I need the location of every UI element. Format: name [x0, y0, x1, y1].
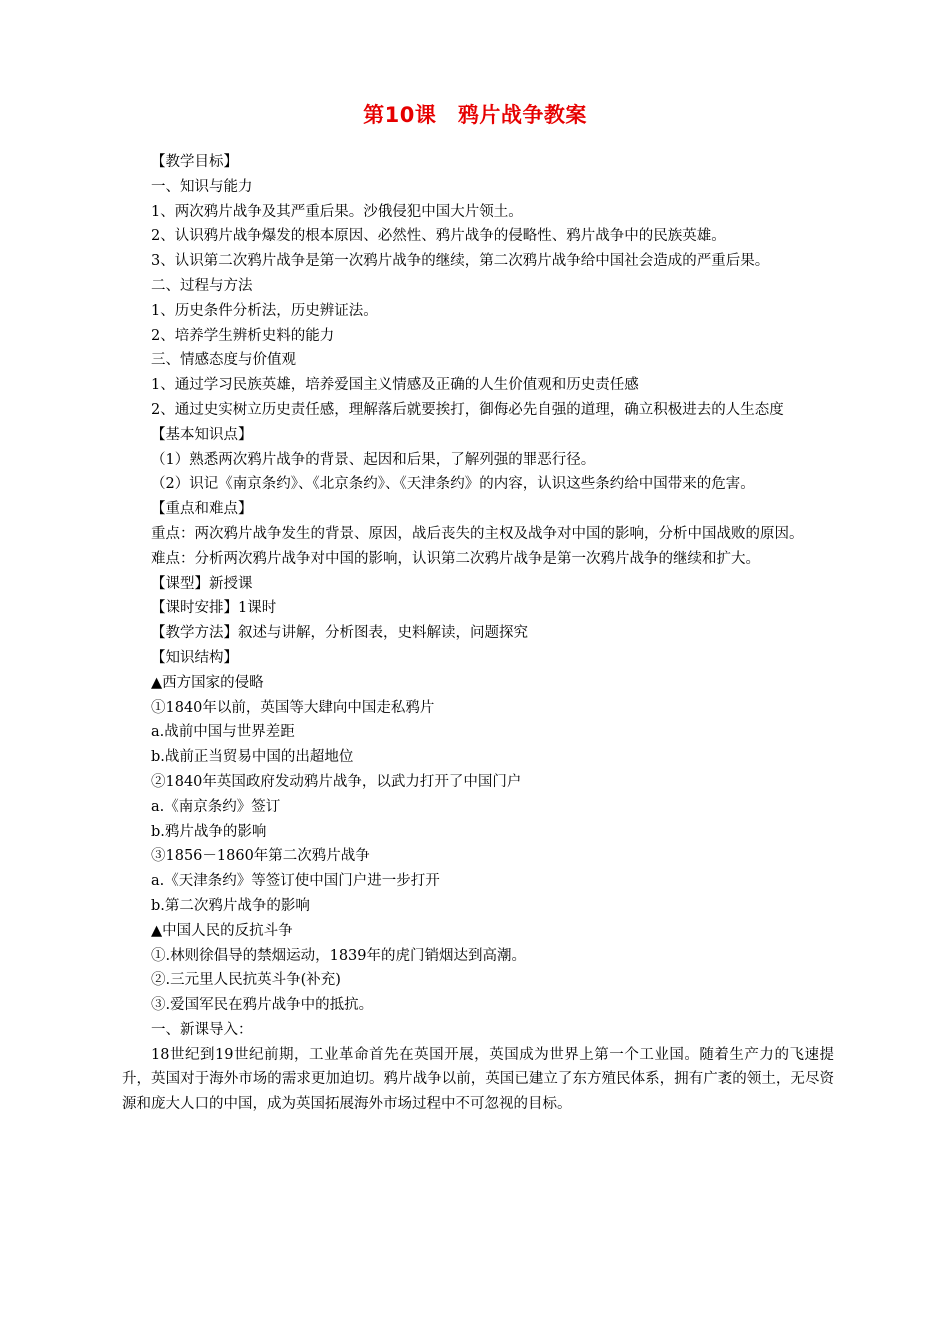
paragraph: 【课型】新授课 — [151, 575, 253, 592]
paragraph: 18世纪到19世纪前期，工业革命首先在英国开展，英国成为世界上第一个工业国。随着生产力的飞速提升，英国对于海外市场的需求更加迫切。鸦片战争以前，英国已建立了东方殖民体系，拥有广袤的领土，无尽资源和庞大人口的中国，成为英国拓展海外市场过程中不可忽视的目标。 — [122, 1046, 834, 1113]
paragraph: ③1856－1860年第二次鸦片战争 — [151, 848, 370, 865]
paragraph: 2、培养学生辨析史料的能力 — [151, 327, 335, 344]
paragraph: a.《天津条约》等签订使中国门户进一步打开 — [151, 873, 440, 890]
paragraph: b.第二次鸦片战争的影响 — [151, 897, 310, 914]
paragraph: ①1840年以前，英国等大肆向中国走私鸦片 — [151, 699, 435, 716]
paragraph: ▲西方国家的侵略 — [151, 674, 264, 691]
paragraph: 一、知识与能力 — [151, 178, 253, 195]
paragraph: b.战前正当贸易中国的出超地位 — [151, 749, 354, 766]
paragraph: 2、通过史实树立历史责任感，理解落后就要挨打，御侮必先自强的道理，确立积极进去的人生态度 — [151, 401, 784, 418]
paragraph: 二、过程与方法 — [151, 277, 253, 294]
paragraph: ②.三元里人民抗英斗争(补充) — [151, 972, 341, 989]
paragraph: 【重点和难点】 — [151, 501, 253, 518]
paragraph: 2、认识鸦片战争爆发的根本原因、必然性、鸦片战争的侵略性、鸦片战争中的民族英雄。 — [151, 228, 726, 245]
paragraph: b.鸦片战争的影响 — [151, 823, 267, 840]
paragraph: 【知识结构】 — [151, 649, 238, 666]
paragraph: （1）熟悉两次鸦片战争的背景、起因和后果，了解列强的罪恶行径。 — [151, 451, 596, 468]
page-title: 第10课 鸦片战争教案 — [363, 103, 587, 127]
paragraph: 3、认识第二次鸦片战争是第一次鸦片战争的继续，第二次鸦片战争给中国社会造成的严重后果。 — [151, 253, 770, 270]
paragraph: 难点：分析两次鸦片战争对中国的影响，认识第二次鸦片战争是第一次鸦片战争的继续和扩大。 — [151, 550, 760, 567]
paragraph: 【基本知识点】 — [151, 426, 253, 443]
paragraph: a.战前中国与世界差距 — [151, 724, 295, 741]
document-body — [122, 150, 834, 1117]
paragraph: ①.林则徐倡导的禁烟运动，1839年的虎门销烟达到高潮。 — [151, 947, 527, 964]
paragraph: 三、情感态度与价值观 — [151, 352, 296, 369]
paragraph: 1、两次鸦片战争及其严重后果。沙俄侵犯中国大片领土。 — [151, 203, 523, 220]
paragraph: 【课时安排】1课时 — [151, 600, 277, 617]
paragraph: （2）识记《南京条约》、《北京条约》、《天津条约》的内容，认识这些条约给中国带来的危害。 — [151, 476, 755, 493]
paragraph: ②1840年英国政府发动鸦片战争，以武力打开了中国门户 — [151, 773, 522, 790]
paragraph: ③.爱国军民在鸦片战争中的抵抗。 — [151, 997, 374, 1014]
paragraph: 重点：两次鸦片战争发生的背景、原因，战后丧失的主权及战争对中国的影响，分析中国战败的原因。 — [151, 525, 804, 542]
paragraph: a.《南京条约》签订 — [151, 798, 281, 815]
paragraph: 【教学方法】叙述与讲解，分析图表，史料解读，问题探究 — [151, 625, 528, 642]
paragraph: ▲中国人民的反抗斗争 — [151, 922, 293, 939]
paragraph: 一、新课导入： — [151, 1021, 253, 1038]
paragraph: 【教学目标】 — [151, 154, 238, 170]
paragraph: 1、通过学习民族英雄，培养爱国主义情感及正确的人生价值观和历史责任感 — [151, 377, 639, 394]
paragraph: 1、历史条件分析法，历史辨证法。 — [151, 302, 378, 319]
